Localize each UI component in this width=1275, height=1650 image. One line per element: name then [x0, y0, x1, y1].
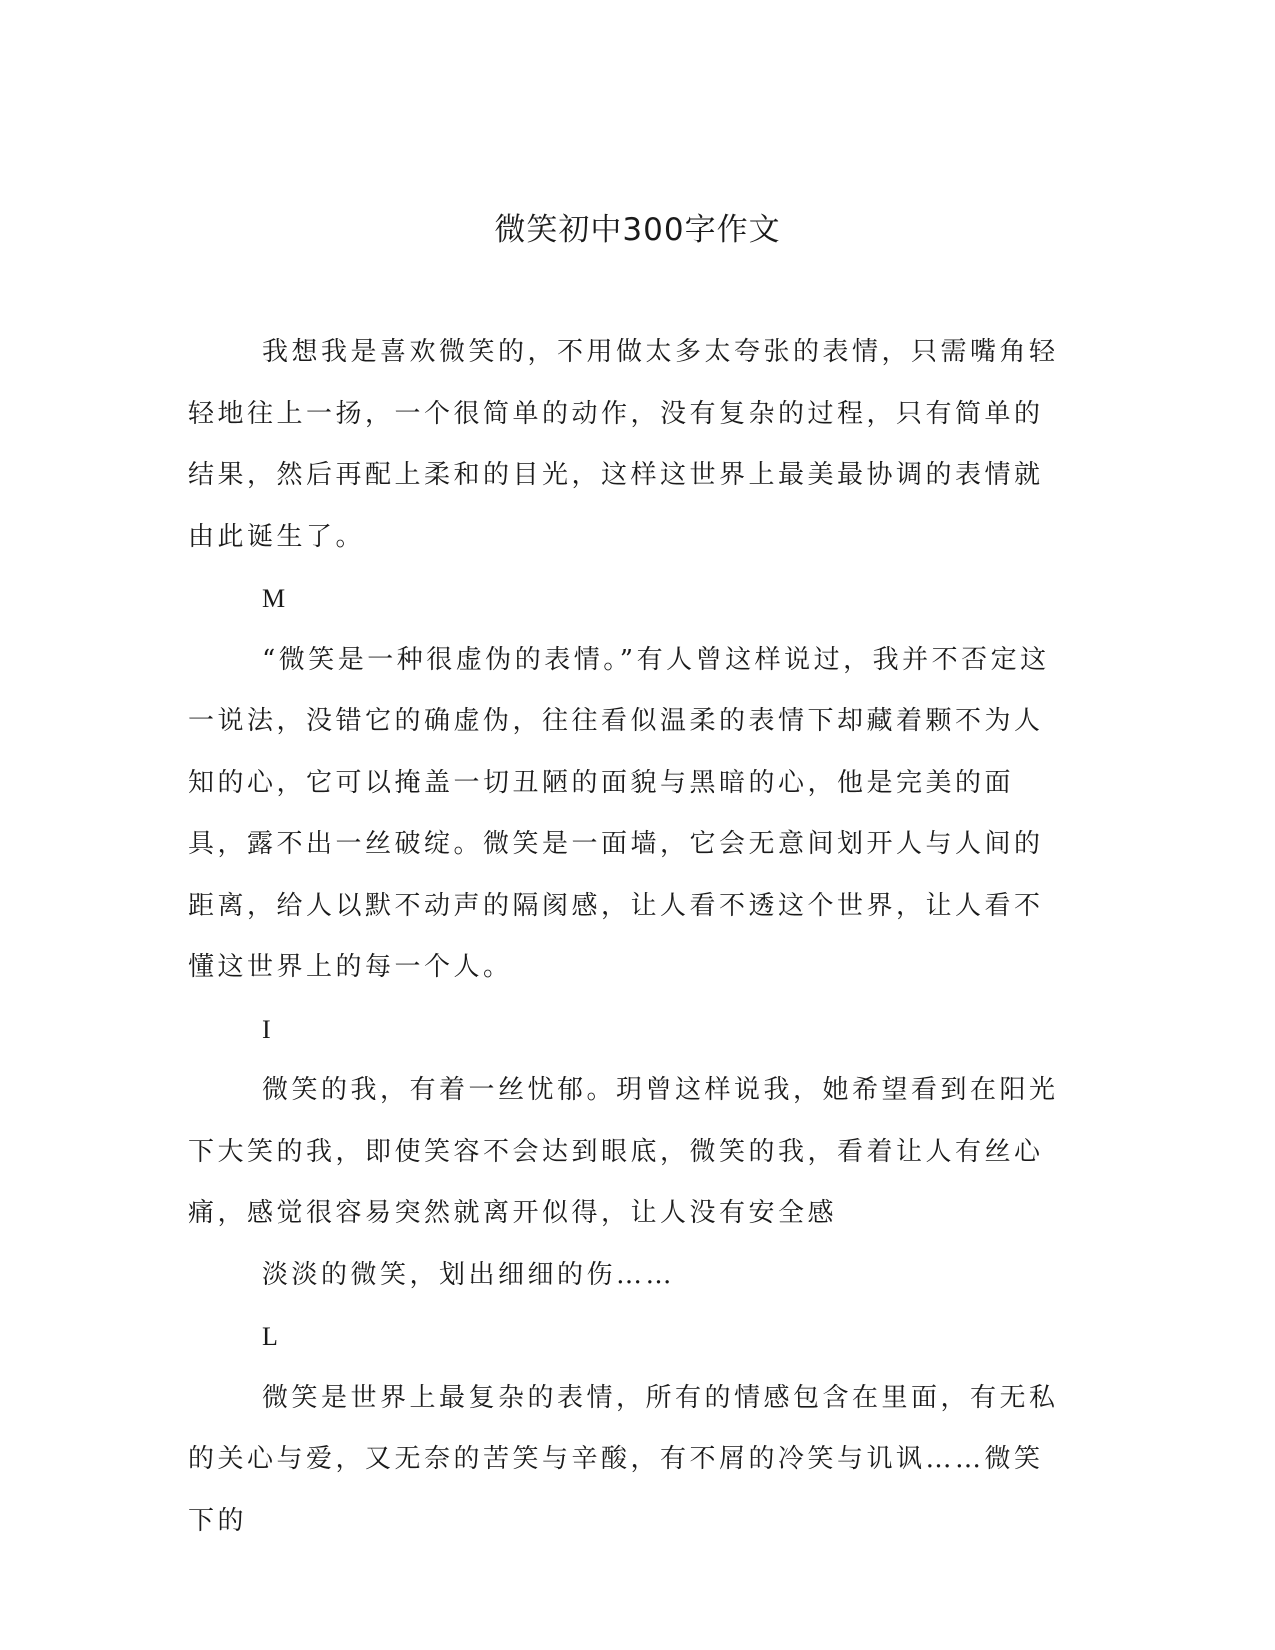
document-title: 微笑初中300字作文: [494, 212, 781, 248]
paragraph-4: 淡淡的微笑，划出细细的伤……: [262, 1259, 676, 1290]
paragraph-1: 我想我是喜欢微笑的，不用做太多太夸张的表情，只需嘴角轻轻地往上一扬，一个很简单的动作，没有复杂的过程，只有简单的结果，然后再配上柔和的目光，这样这世界上最美最协调的表情就由此诞生了。: [188, 337, 1059, 552]
document-body: [188, 322, 1068, 1552]
section-marker-m: M: [262, 584, 286, 613]
paragraph-5: 微笑是世界上最复杂的表情，所有的情感包含在里面，有无私的关心与爱，又无奈的苦笑与辛酸，有不屑的冷笑与讥讽……微笑下的: [188, 1382, 1059, 1536]
paragraph-3: 微笑的我，有着一丝忧郁。玥曾这样说我，她希望看到在阳光下大笑的我，即使笑容不会达到眼底，微笑的我，看着让人有丝心痛，感觉很容易突然就离开似得，让人没有安全感: [188, 1075, 1059, 1228]
section-marker-i: I: [262, 1014, 271, 1044]
paragraph-2: “微笑是一种很虚伪的表情。”有人曾这样说过，我并不否定这一说法，没错它的确虚伪，往往看似温柔的表情下却藏着颗不为人知的心，它可以掩盖一切丑陋的面貌与黑暗的心，他是完美的面具，露不出一丝破绽。微笑是一面墙，它会无意间划开人与人间的距离，给人以默不动声的隔阂感，让人看不透这个世界，让人看不懂这世界上的每一个人。: [188, 644, 1050, 982]
section-marker-l: L: [262, 1322, 278, 1351]
